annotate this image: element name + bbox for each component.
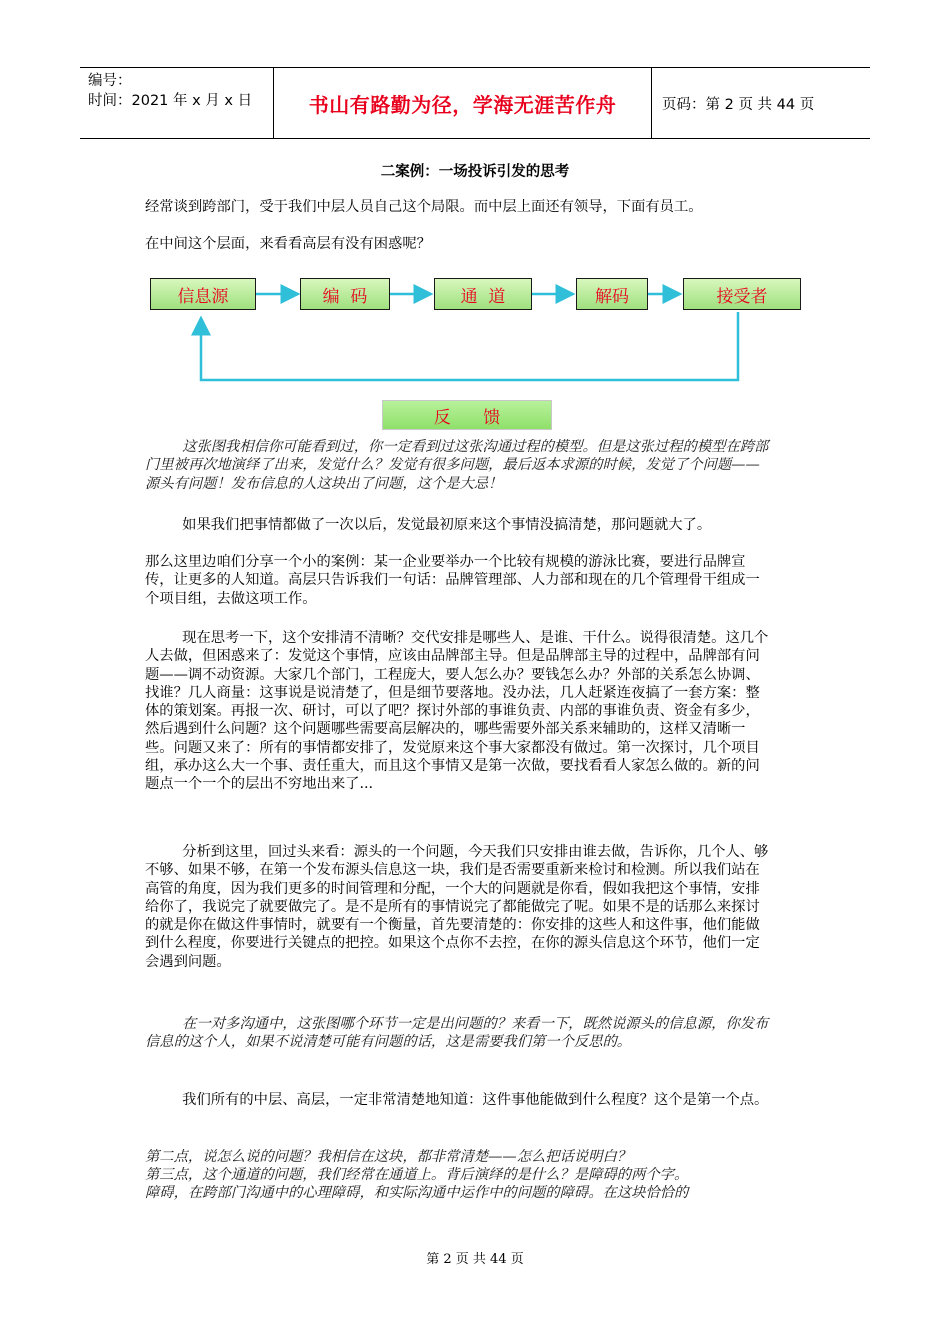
header-meta — [80, 68, 274, 138]
feedback-loop-arrow — [201, 312, 738, 380]
document-date: 时间：2021 年 x 月 x 日 — [88, 93, 253, 109]
communication-process-diagram — [140, 268, 820, 438]
paragraph-case-intro: 那么这里边咱们分享一个小的案例：某一企业要举办一个比较有规模的游泳比赛，要进行品牌宣传，让更多的人知道。高层只告诉我们一句话：品牌管理部、人力部和现在的几个管理骨干组成一个项目组，去做这项工作。 — [145, 554, 760, 607]
node-encoding: 编 码 — [300, 278, 390, 310]
paragraph-obstacle: 障碍，在跨部门沟通中的心理障碍，和实际沟通中运作中的问题的障碍。在这块恰恰的 — [145, 1185, 689, 1201]
paragraph-source-analysis: 分析到这里，回过头来看：源头的一个问题，今天我们只安排由谁去做，告诉你，几个人、够不够、如果不够，在第一个发布源头信息这一块，我们是否需要重新来检讨和检测。所以我们站在高管的角度，因为我们更多的时间管理和分配，一个大的问题就是你看，假如我把这个事情，安排给你了，我说完了就要做完了。是不是所有的事情说完了都能做完了呢。如果不是的话那么来探讨的就是你在做这件事情时，就要有一个衡量，首先要清楚的：你安排的这些人和这件事，他们能做到什么程度，你要进行关键点的把控。如果这个点你不去控，在你的源头信息这个环节，他们一定会遇到问题。 — [145, 844, 769, 970]
header-page-info: 页码：第 2 页 共 44 页 — [662, 96, 815, 113]
node-channel: 通 道 — [434, 278, 532, 310]
header-motto — [274, 68, 652, 138]
page-header — [80, 67, 870, 139]
page-title: 二案例：一场投诉引发的思考 — [380, 164, 570, 180]
page-footer: 第 2 页 共 44 页 — [426, 1252, 524, 1267]
node-information-source: 信息源 — [150, 278, 256, 310]
paragraph-problem-big: 如果我们把事情都做了一次以后，发觉最初原来这个事情没搞清楚，那问题就大了。 — [182, 517, 712, 533]
node-feedback: 反 馈 — [382, 400, 552, 430]
paragraph-case-analysis: 现在思考一下，这个安排清不清晰？交代安排是哪些人、是谁、干什么。说得很清楚。这几个人去做，但困惑来了：发觉这个事情，应该由品牌部主导。但是品牌部主导的过程中，品牌部有问题——调不动资源。大家几个部门，工程庞大，要人怎么办？要钱怎么办？外部的关系怎么协调、找谁？几人商量：这事说是说清楚了，但是细节要落地。没办法，几人赶紧连夜搞了一套方案：整体的策划案。再报一次、研讨，可以了吧？探讨外部的事谁负责、内部的事谁负责、资金有多少，然后遇到什么问题？这个问题哪些需要高层解决的，哪些需要外部关系来辅助的，这样又清晰一些。问题又来了：所有的事情都安排了，发觉原来这个事大家都没有做过。第一次探讨，几个项目组，承办这么大一个事、责任重大，而且这个事情又是第一次做，要找看看人家怎么做的。新的问题点一个一个的层出不穷地出来了... — [145, 630, 769, 793]
intro-line-2: 在中间这个层面，来看看高层有没有困惑呢？ — [145, 236, 431, 252]
node-decoding: 解码 — [576, 278, 648, 310]
paragraph-first-point: 我们所有的中层、高层，一定非常清楚地知道：这件事他能做到什么程度？这个是第一个点。 — [182, 1092, 769, 1108]
paragraph-diagram-commentary: 这张图我相信你可能看到过，你一定看到过这张沟通过程的模型。但是这张过程的模型在跨部门里被再次地演绎了出来，发觉什么？发觉有很多问题，最后返本求源的时候，发觉了个问题——源头有问题！发布信息的人这块出了问题，这个是大忌！ — [145, 439, 769, 492]
node-receiver: 接受者 — [683, 278, 801, 310]
motto-text: 书山有路勤为径，学海无涯苦作舟 — [308, 92, 617, 117]
document-number: 编号： — [88, 73, 132, 89]
paragraph-second-point: 第二点，说怎么说的问题？我相信在这块，都非常清楚——怎么把话说明白？ — [145, 1149, 632, 1165]
paragraph-third-point: 第三点，这个通道的问题，我们经常在通道上。背后演绎的是什么？是障碍的两个字。 — [145, 1167, 689, 1183]
intro-line-1: 经常谈到跨部门，受于我们中层人员自己这个局限。而中层上面还有领导，下面有员工。 — [145, 199, 703, 215]
paragraph-one-to-many: 在一对多沟通中，这张图哪个环节一定是出问题的？来看一下，既然说源头的信息源，你发布信息的这个人，如果不说清楚可能有问题的话，这是需要我们第一个反思的。 — [145, 1016, 769, 1051]
